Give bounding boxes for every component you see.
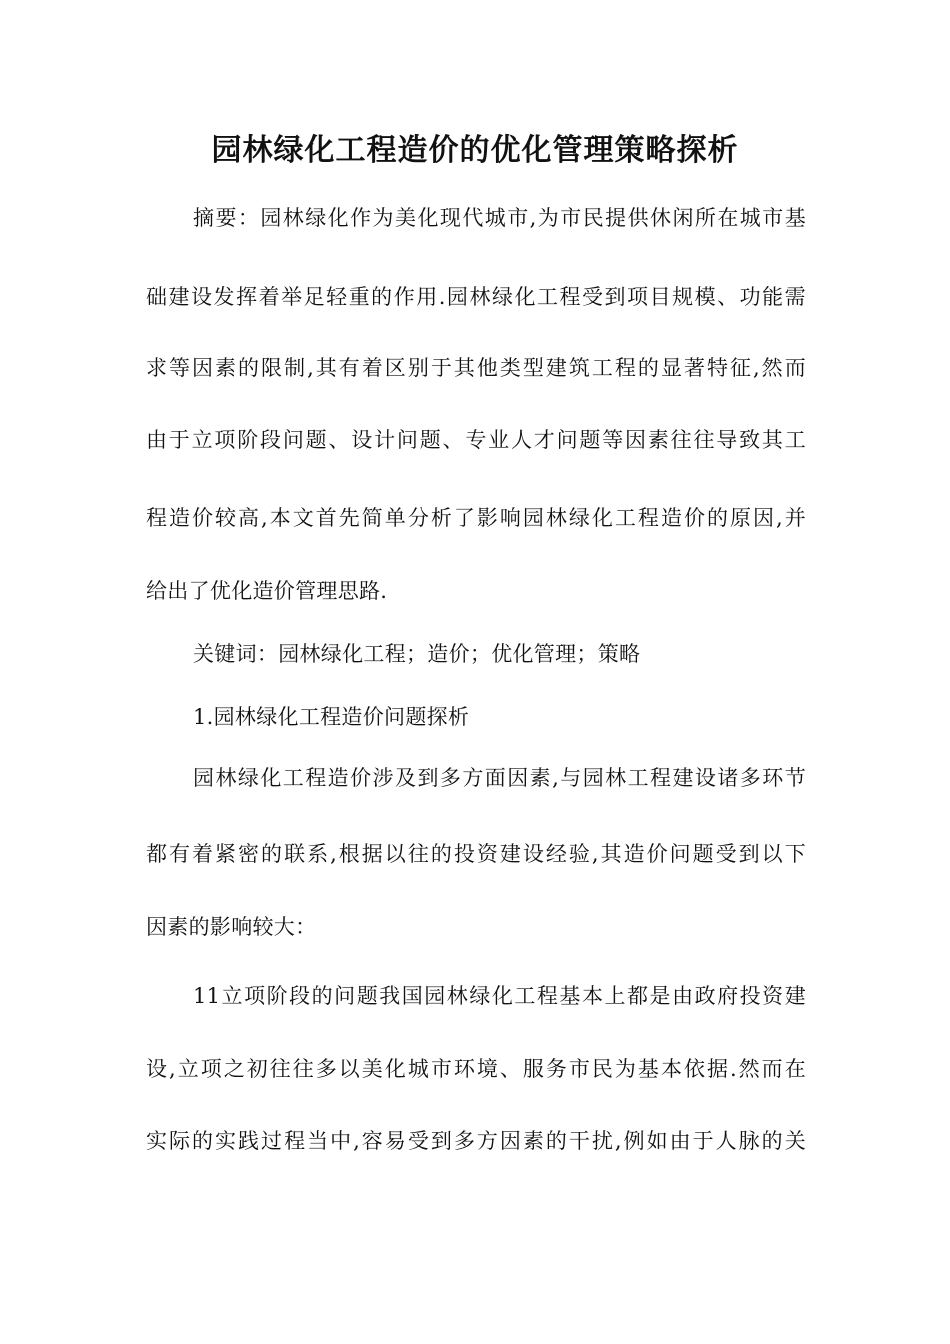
abstract-line-3: 求等因素的限制,其有着区别于其他类型建筑工程的显著特征,然而 — [146, 356, 806, 380]
subsection-paragraph-line-3: 实际的实践过程当中,容易受到多方因素的干扰,例如由于人脉的关 — [146, 1129, 806, 1153]
subsection-paragraph-line-1: 11立项阶段的问题我国园林绿化工程基本上都是由政府投资建 — [193, 984, 806, 1008]
subsection-paragraph-line-2: 设,立项之初往往多以美化城市环境、服务市民为基本依据.然而在 — [146, 1057, 806, 1081]
abstract-line-6: 给出了优化造价管理思路. — [146, 579, 388, 603]
document-title: 园林绿化工程造价的优化管理策略探析 — [211, 133, 739, 168]
section-paragraph-line-3: 因素的影响较大： — [146, 915, 317, 939]
section-paragraph-line-2: 都有着紧密的联系,根据以往的投资建设经验,其造价问题受到以下 — [146, 842, 806, 866]
abstract-line-4: 由于立项阶段问题、设计问题、专业人才问题等因素往往导致其工 — [146, 428, 806, 452]
section-paragraph-line-1: 园林绿化工程造价涉及到多方面因素,与园林工程建设诸多环节 — [193, 766, 806, 790]
section-heading: 1.园林绿化工程造价问题探析 — [193, 705, 470, 729]
keywords-line: 关键词：园林绿化工程；造价；优化管理；策略 — [193, 642, 641, 666]
abstract-line-2: 础建设发挥着举足轻重的作用.园林绿化工程受到项目规模、功能需 — [146, 285, 806, 309]
abstract-line-5: 程造价较高,本文首先简单分析了影响园林绿化工程造价的原因,并 — [146, 506, 806, 530]
abstract-line-1: 摘要：园林绿化作为美化现代城市,为市民提供休闲所在城市基 — [193, 206, 806, 230]
